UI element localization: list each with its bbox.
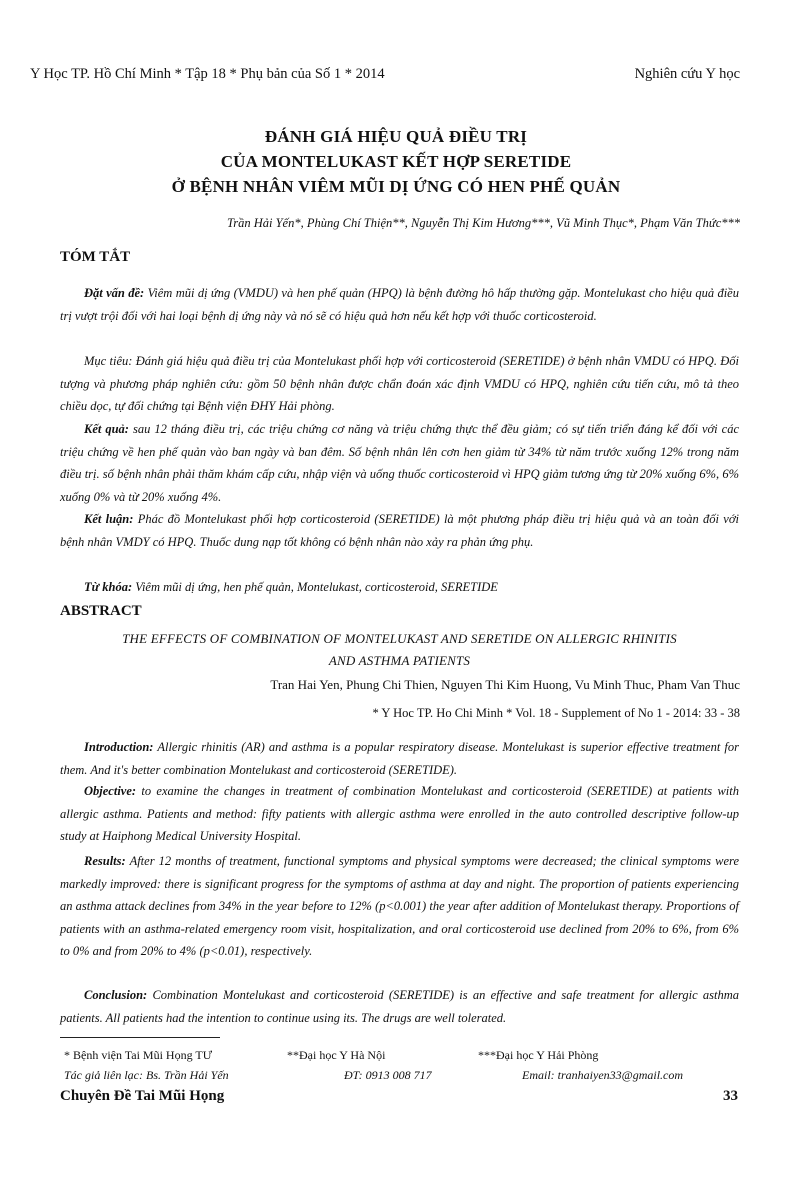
journal-citation-header: Y Học TP. Hồ Chí Minh * Tập 18 * Phụ bản của Số 1 * 2014 <box>30 66 385 82</box>
paragraph-text: sau 12 tháng điều trị, các triệu chứng cơ năng và triệu chứng thực thể đều giảm; có sự tiến triển đáng kể đối với các triệu chứng về hen phế quản vào ban ngày và ban đêm. Số bệnh nhân lên cơn hen giảm từ 34% từ năm trước xuống 12% trong năm điều trị. số bệnh nhân phải thăm khám cấp cứu, nhập viện và uống thuốc corticosteroid vì HPQ giảm tương ứng từ 20% xuống 6%, 6% xuống 0% và từ 20% xuống 4%. <box>60 422 739 504</box>
paragraph-text: Viêm mũi dị ứng (VMDU) và hen phế quản (HPQ) là bệnh đường hô hấp thường gặp. Montelukast cho hiệu quả điều trị vượt trội đối với hai loại bệnh dị ứng này và nó sẽ có hiệu quả hơn nếu kết hợp với thuốc corticosteroid. <box>60 286 739 323</box>
abstract-citation: * Y Hoc TP. Ho Chi Minh * Vol. 18 - Supplement of No 1 - 2014: 33 - 38 <box>372 706 740 720</box>
paragraph-text: Viêm mũi dị ứng, hen phế quản, Montelukast, corticosteroid, SERETIDE <box>132 580 498 594</box>
abstract-title-line: THE EFFECTS OF COMBINATION OF MONTELUKAST AND SERETIDE ON ALLERGIC RHINITIS <box>122 631 677 646</box>
contact-phone: ĐT: 0913 008 717 <box>344 1068 432 1082</box>
paragraph-text: Allergic rhinitis (AR) and asthma is a popular respiratory disease. Montelukast is superior effective treatment for them. And it's better combination Montelukast and corticosteroid (SERETIDE). <box>60 740 739 777</box>
affiliation-3: ***Đại học Y Hải Phòng <box>478 1048 599 1062</box>
paragraph-lead: Mục tiêu: <box>84 354 133 368</box>
paragraph-lead: Objective: <box>84 784 137 798</box>
tom-tat-objective <box>60 350 739 418</box>
paragraph-text: Đánh giá hiệu quả điều trị của Montelukast phối hợp với corticosteroid (SERETIDE) ở bệnh nhân VMDU có HPQ. Đối tượng và phương pháp nghiên cứu: gồm 50 bệnh nhân được chẩn đoán xác định VMDU có HPQ, nghiên cứu tiến cứu, mô tả theo chiều dọc, tự đối chứng tại Bệnh viện ĐHY Hải phòng. <box>60 354 739 413</box>
footer-section-title: Chuyên Đề Tai Mũi Họng <box>60 1088 225 1104</box>
abstract-conclusion <box>60 984 739 1029</box>
paragraph-lead: Kết quả: <box>84 422 129 436</box>
tom-tat-conclusion <box>60 508 739 553</box>
abstract-title <box>60 628 739 672</box>
paragraph-lead: Introduction: <box>84 740 154 754</box>
author-list: Trần Hải Yến*, Phùng Chí Thiện**, Nguyễn Thị Kim Hương***, Vũ Minh Thục*, Phạm Văn Thức*** <box>226 216 740 230</box>
abstract-authors: Tran Hai Yen, Phung Chi Thien, Nguyen Thi Kim Huong, Vu Minh Thuc, Pham Van Thuc <box>270 677 740 692</box>
paragraph-text: After 12 months of treatment, functional symptoms and physical symptoms were decreased; the clinical symptoms were markedly improved: there is significant progress for the symptoms of asthma at day and night. The proportion of patients experiencing an asthma attack declines from 34% in the year before to 12% (p<0.001) the year after addition of Montelukast therapy. Proportions of patients with an asthma-related emergency room visit, hospitalization, and oral corticosteroid use declined from 20% to 6%, from 6% to 0% and from 20% to 4% (p<0.01), respectively. <box>60 854 739 958</box>
abstract-results <box>60 850 739 963</box>
section-header: Nghiên cứu Y học <box>634 66 740 82</box>
abstract-objective <box>60 780 739 848</box>
paragraph-lead: Conclusion: <box>84 988 148 1002</box>
paragraph-text: to examine the changes in treatment of combination Montelukast and corticosteroid (SERETIDE) at patients with allergic asthma. Patients and method: fifty patients with allergic asthma were enrolled in the auto controlled descriptive follow-up study at Haiphong Medical University Hospital. <box>60 784 739 843</box>
tom-tat-background <box>60 282 739 327</box>
title-line: CỦA MONTELUKAST KẾT HỢP SERETIDE <box>220 152 572 171</box>
title-line: ĐÁNH GIÁ HIỆU QUẢ ĐIỀU TRỊ <box>264 127 528 146</box>
abstract-heading: ABSTRACT <box>60 603 142 619</box>
article-title <box>0 124 792 199</box>
footnote-rule <box>60 1037 220 1038</box>
tom-tat-heading: TÓM TẮT <box>60 249 131 265</box>
tom-tat-keywords <box>60 576 739 599</box>
abstract-introduction <box>60 736 739 781</box>
contact-email: Email: tranhaiyen33@gmail.com <box>522 1068 684 1082</box>
running-head <box>30 66 740 88</box>
paragraph-lead: Kết luận: <box>84 512 134 526</box>
page-number: 33 <box>723 1088 738 1104</box>
title-line: Ở BỆNH NHÂN VIÊM MŨI DỊ ỨNG CÓ HEN PHẾ QUẢN <box>171 177 621 196</box>
affiliation-2: **Đại học Y Hà Nội <box>287 1048 386 1062</box>
corresponding-author: Tác giả liên lạc: Bs. Trần Hải Yến <box>64 1068 229 1082</box>
paragraph-lead: Đặt vấn đề: <box>84 286 145 300</box>
abstract-title-line: AND ASTHMA PATIENTS <box>328 653 471 668</box>
paragraph-text: Combination Montelukast and corticosteroid (SERETIDE) is an effective and safe treatment for allergic asthma patients. All patients had the intention to continue using its. The drugs are well tolerated. <box>60 988 739 1025</box>
tom-tat-results <box>60 418 739 508</box>
paragraph-lead: Results: <box>84 854 126 868</box>
affiliation-1: * Bệnh viện Tai Mũi Họng TƯ <box>64 1048 213 1062</box>
paragraph-lead: Từ khóa: <box>84 580 133 594</box>
paragraph-text: Phác đồ Montelukast phối hợp corticosteroid (SERETIDE) là một phương pháp điều trị hiệu quả và an toàn đối với bệnh nhân VMDY có HPQ. Thuốc dung nạp tốt không có bệnh nhân nào xảy ra phản ứng phụ. <box>60 512 740 549</box>
